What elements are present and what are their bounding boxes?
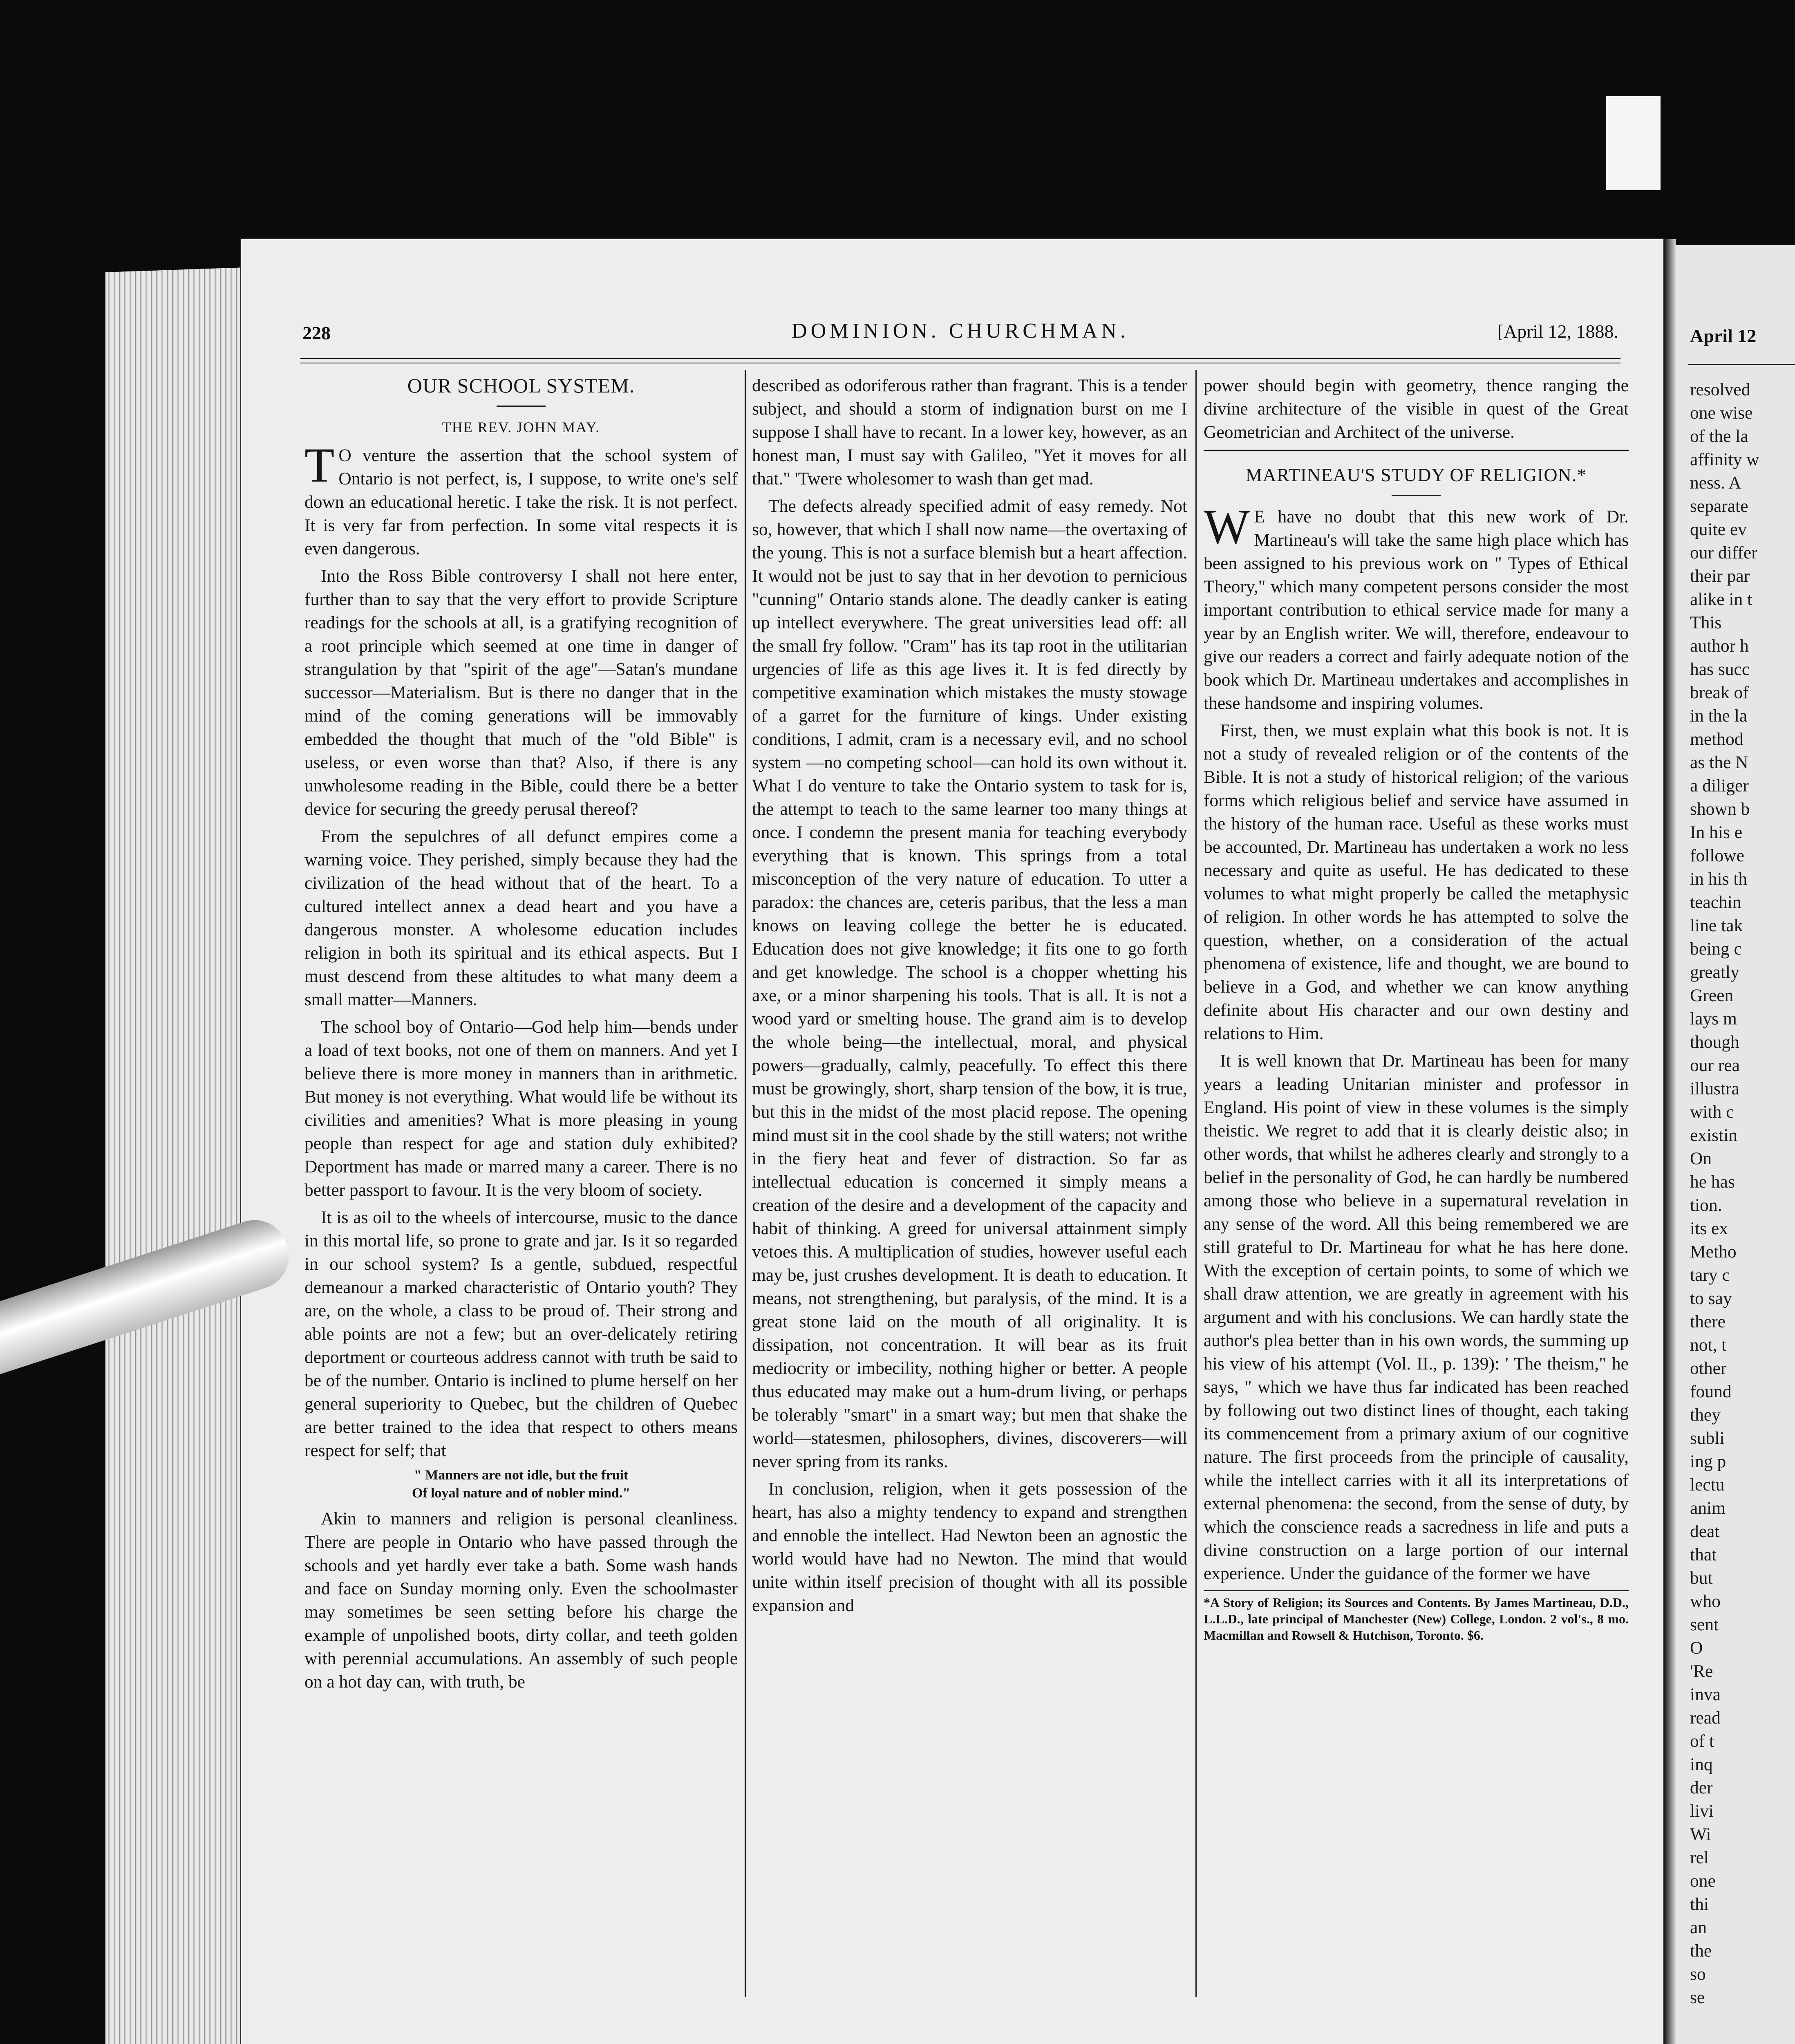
facing-page-line: followe: [1690, 846, 1744, 865]
article-paragraph: It is as oil to the wheels of intercourse, music to the dance in this mortal life, so prone to grate and jar. Is it so regarded in our school system? Is a gentle, subdued, respectful demeanour a marked characteristic of Ontario youth? They are, on the whole, a class to be proud of. Their strong and able points are not a few; but an over-delicately retiring deportment or courteous address cannot with truth be said to be of the number. Ontario is inclined to plume herself on her general superiority to Quebec, but the children of Quebec are better trained to the idea that respect to others means respect for self; that: [304, 1208, 738, 1460]
facing-page-line: though: [1690, 1032, 1739, 1052]
facing-page-line: of t: [1690, 1731, 1714, 1751]
facing-page-line: teachin: [1690, 892, 1741, 912]
facing-page-line: found: [1690, 1382, 1732, 1401]
facing-page-line: Metho: [1690, 1242, 1737, 1262]
facing-page-line: shown b: [1690, 799, 1750, 819]
drop-cap: T: [304, 438, 335, 492]
column-divider: [1195, 370, 1197, 1997]
facing-page-line: In his e: [1690, 823, 1743, 842]
binder-clip: [1633, 96, 1661, 190]
facing-page-line: who: [1690, 1591, 1721, 1611]
facing-page-line: so: [1690, 1964, 1706, 1984]
article-title: MARTINEAU'S STUDY OF RELIGION.*: [1245, 464, 1587, 485]
article-paragraph: power should begin with geometry, thence ranging the divine architecture of the visible in quest of the Great Geometrician and Architect of the universe.: [1204, 376, 1629, 442]
article-paragraph: The defects already specified admit of easy remedy. Not so, however, that which I shall now name—the overtaxing of the young. This is not a surface blemish but a heart affection. It would not be just to say that in her devotion to pernicious "cunning" Ontario stands alone. The deadly canker is eating up intellect everywhere. The great universities lead off: all the small fry follow. "Cram" has its tap root in the utilitarian urgencies of life as this age lives it. It is fed directly by competitive examination which mistakes the musty stowage of a garret for the furniture of kings. Under existing conditions, I admit, cram is a necessary evil, and no school system —no competing school—can hold its own without it. What I do venture to take the Ontario system to task for is, the attempt to teach to the same learner too many things at once. I condemn the present mania for teaching everybody everything that is known. This springs from a total misconception of the very nature of education. To utter a paradox: the chances are, ceteris paribus, that the less a man knows on leaving college the better he is educated. Education does not give knowledge; it fits one to go forth and get knowledge. The school is a chopper whetting his axe, or a minor sharpening his tools. That is all. It is not a wood yard or smelting house. The grand aim is to develop the whole being—the intellectual, moral, and physical powers—gradually, calmly, peacefully. To effect this there must be growingly, short, sharp tension of the bow, it is true, but this in the midst of the most placid repose. The opening mind must sit in the cool shade by the still waters; not writhe in the fiery heat and fever of distraction. So far as intellectual education is concerned it simply means a creation of the desire and a development of the capacity and habit of thinking. A greed for universal attainment simply vetoes this. A multiplication of studies, however useful each may be, just crushes development. It is death to education. It means, not strengthening, but paralysis, of the mind. It is a great stone laid on the mouth of all originality. It is dissipation, not concentration. It will bear as its fruit mediocrity or imbecility, nothing higher or better. A people thus educated may make out a hum-drum living, or perhaps be tolerably "smart" in a smart way; but men that shake the world—statesmen, philosophers, divines, discoverers—will never spring from its ranks.: [752, 496, 1187, 1471]
poem-line: Of loyal nature and of nobler mind.": [412, 1486, 631, 1501]
title-rule: [497, 406, 546, 407]
facing-page-line: with c: [1690, 1102, 1734, 1122]
facing-page-line: there: [1690, 1312, 1726, 1331]
page-number: 228: [302, 323, 331, 343]
facing-page-line: in the la: [1690, 706, 1748, 726]
facing-page-line: resolved: [1690, 380, 1750, 399]
book-page-edges: [105, 267, 244, 2044]
article-paragraph: From the sepulchres of all defunct empires come a warning voice. They perished, simply because they had the civilization of the head without that of the heart. To a cultured intellect annex a dead heart and you have a dangerous monster. A wholesome education includes religion in both its spiritual and its ethical aspects. But I must descend from these altitudes to what many deem a small matter—Manners.: [304, 827, 738, 1009]
facing-page-line: Wi: [1690, 1824, 1711, 1844]
facing-page-line: sent: [1690, 1615, 1719, 1634]
binder-clip: [1606, 96, 1634, 190]
article-paragraph: described as odoriferous rather than fragrant. This is a tender subject, and should a storm of indignation burst on me I suppose I shall have to recant. In a lower key, however, as an honest man, I must say with Galileo, "Yet it moves for all that." 'Twere wholesomer to wash than get mad.: [752, 376, 1187, 489]
facing-page-line: that: [1690, 1545, 1717, 1564]
facing-page-line: lays m: [1690, 1009, 1737, 1029]
facing-page-line: tary c: [1690, 1265, 1730, 1285]
facing-page-line: se: [1690, 1988, 1705, 2007]
column-divider: [745, 370, 746, 1997]
facing-page-line: our differ: [1690, 543, 1757, 563]
facing-page-line: an: [1690, 1918, 1707, 1937]
facing-page-line: not, t: [1690, 1335, 1727, 1355]
facing-page-rule: [1688, 364, 1795, 365]
facing-page-line: other: [1690, 1358, 1727, 1378]
facing-page-line: break of: [1690, 683, 1749, 702]
facing-page-line: This: [1690, 613, 1722, 632]
facing-page-line: Green: [1690, 986, 1734, 1005]
column-1: [304, 374, 738, 1698]
facing-page-line: separate: [1690, 496, 1748, 516]
facing-page-line: existin: [1690, 1125, 1737, 1145]
facing-page-line: inva: [1690, 1685, 1721, 1704]
facing-page-header: April 12: [1690, 325, 1757, 346]
article-paragraph: In conclusion, religion, when it gets possession of the heart, has also a mighty tendency to expand and strengthen and ennoble the intellect. Had Newton been an agnostic the world would have had no Newton. The mind that would unite within itself precision of thought with all its possible expansion and: [752, 1479, 1187, 1615]
facing-page-line: inq: [1690, 1755, 1713, 1774]
facing-page-line: to say: [1690, 1289, 1732, 1308]
issue-date: [April 12, 1888.: [1497, 321, 1618, 342]
page-header: [302, 319, 1618, 347]
newspaper-page: [241, 239, 1663, 2044]
facing-page-line: lectu: [1690, 1475, 1725, 1495]
article-paragraph: Into the Ross Bible controversy I shall not here enter, further than to say that the very effort to provide Scripture readings for the schools at all, is a gratifying recognition of a root principle which seemed at one time in danger of strangulation by that "spirit of the age"—Satan's mundane successor—Materialism. But is there no danger that in the mind of the coming generations will be immovably embedded the thought that much of the "old Bible" is useless, or even worse than that? Also, if there is any unwholesome reading in the Bible, could there be a better device for securing the greedy perusal thereof?: [304, 566, 738, 819]
facing-page-line: thi: [1690, 1894, 1709, 1914]
facing-page-line: but: [1690, 1568, 1713, 1588]
facing-page-line: he has: [1690, 1172, 1735, 1192]
drop-cap: W: [1204, 499, 1250, 554]
facing-page-line: ing p: [1690, 1452, 1726, 1471]
facing-page-line: as the N: [1690, 753, 1748, 772]
facing-page-line: a diliger: [1690, 776, 1749, 796]
facing-page-line: rel: [1690, 1848, 1709, 1867]
header-rule: [300, 358, 1620, 359]
footnote: *A Story of Religion; its Sources and Contents. By James Martineau, D.D., L.L.D., late principal of Manchester (New) College, London. 2 vol's., 8 mo. Macmillan and Rowsell & Hutchison, Toronto. $6.: [1204, 1590, 1629, 1643]
article-paragraph: W E have no doubt that this new work of Dr. Martineau's will take the same high place which has been assigned to his previous work on " Types of Ethical Theory," which many competent persons consider the most important contribution to ethical service made for many a year by an English writer. We will, therefore, endeavour to give our readers a correct and fairly adequate notion of the book which Dr. Martineau undertakes and accomplishes in these handsome and inspiring volumes.: [1204, 499, 1629, 713]
facing-page-line: author h: [1690, 636, 1749, 656]
facing-page-line: der: [1690, 1778, 1713, 1797]
facing-page-line: quite ev: [1690, 520, 1747, 539]
article-byline: THE REV. JOHN MAY.: [442, 419, 600, 435]
facing-page-line: their par: [1690, 566, 1750, 586]
facing-page-line: method: [1690, 729, 1744, 749]
facing-page-text: [1690, 378, 1792, 2009]
facing-page-line: affinity w: [1690, 450, 1759, 469]
article-title: OUR SCHOOL SYSTEM.: [407, 374, 635, 397]
facing-page-line: they: [1690, 1405, 1721, 1425]
column-2: [752, 374, 1187, 1621]
facing-page-line: greatly: [1690, 962, 1739, 982]
facing-page-line: tion.: [1690, 1195, 1722, 1215]
section-rule: [1204, 450, 1629, 451]
article-paragraph: It is well known that Dr. Martineau has been for many years a leading Unitarian minister and professor in England. His point of view in these volumes is the simply theistic. We regret to add that it is clearly deistic also; in other words, that whilst he adheres clearly and strongly to a belief in the personality of God, he can hardly be numbered among those who believe in a supernatural revelation in any sense of the word. All this being remembered we are still grateful to Dr. Martineau for what he has here done. With the exception of certain points, to some of which we shall draw attention, we are greatly in agreement with his argument and with his conclusions. We can hardly state the author's plea better than in his own words, the summing up his view of his attempt (Vol. II., p. 139): ' The theism," he says, " which we have thus far indicated has been reached by following out two distinct lines of thought, each taking its commencement from a primary axium of our cognitive nature. The first proceeds from the principle of causality, while the intellect carries with it all its interpretations of external phenomena: the second, from the sense of duty, by which the conscience reads a sacredness in life and puts a divine construction on a large portion of our internal experience. Under the guidance of the former we have: [1204, 1051, 1629, 1583]
column-3: [1204, 374, 1629, 1643]
facing-page-line: subli: [1690, 1428, 1725, 1448]
facing-page-line: anim: [1690, 1498, 1726, 1518]
facing-page-line: On: [1690, 1149, 1712, 1168]
facing-page-line: deat: [1690, 1522, 1720, 1541]
facing-page-line: its ex: [1690, 1219, 1728, 1238]
article-paragraph: First, then, we must explain what this book is not. It is not a study of revealed religion or of the contents of the Bible. It is not a study of historical religion; of the various forms which religious belief and service have assumed in the history of the human race. Useful as these works must be accounted, Dr. Martineau has undertaken a work no less necessary and quite as useful. He has dedicated to these volumes to what might properly be called the metaphysic of religion. In other words he has attempted to solve the question, whether, on a consideration of the actual phenomena of existence, life and thought, we are bound to believe in a God, and whether we can know anything definite about His character and our own destiny and relations to Him.: [1204, 721, 1629, 1043]
poem-line: " Manners are not idle, but the fruit: [414, 1468, 629, 1483]
facing-page-line: illustra: [1690, 1079, 1739, 1098]
facing-page-line: one wise: [1690, 403, 1753, 423]
article-paragraph: The school boy of Ontario—God help him—bends under a load of text books, not one of them on manners. And yet I believe there is more money in manners than in arithmetic. But money is not everything. What would life be without its civilities and amenities? What is more pleasing in young people than respect for age and station duly exhibited? Deportment has made or marred many a career. There is no better passport to favour. It is the very bloom of society.: [304, 1017, 738, 1200]
publication-title: DOMINION. CHURCHMAN.: [792, 319, 1129, 343]
facing-page-line: has succ: [1690, 659, 1750, 679]
facing-page-line: O: [1690, 1638, 1703, 1658]
facing-page-line: line tak: [1690, 916, 1743, 935]
article-paragraph: Akin to manners and religion is personal cleanliness. There are people in Ontario who have passed through the schools and yet hardly ever take a bath. Some wash hands and face on Sunday morning only. Even the schoolmaster may sometimes be seen setting before his charge the example of unpolished boots, dirty collar, and teeth golden with perennial accumulations. An assembly of such people on a hot day can, with truth, be: [304, 1509, 738, 1692]
facing-page-line: being c: [1690, 939, 1742, 959]
facing-page-line: our rea: [1690, 1056, 1740, 1075]
facing-page-line: alike in t: [1690, 589, 1752, 609]
facing-page-line: livi: [1690, 1801, 1714, 1821]
facing-page-line: ness. A: [1690, 473, 1741, 493]
facing-page-line: of the la: [1690, 426, 1748, 446]
article-paragraph: T O venture the assertion that the school system of Ontario is not perfect, is, I suppose, to write one's self down an educational heretic. I take the risk. It is not perfect. It is very far from perfection. In some vital respects it is even dangerous.: [304, 438, 738, 558]
facing-page-line: 'Re: [1690, 1661, 1713, 1681]
facing-page-line: in his th: [1690, 869, 1748, 889]
facing-page-line: read: [1690, 1708, 1721, 1728]
title-rule: [1392, 495, 1441, 496]
facing-page-line: one: [1690, 1871, 1716, 1891]
poem-quote: [304, 1466, 738, 1502]
facing-page-line: the: [1690, 1941, 1712, 1961]
